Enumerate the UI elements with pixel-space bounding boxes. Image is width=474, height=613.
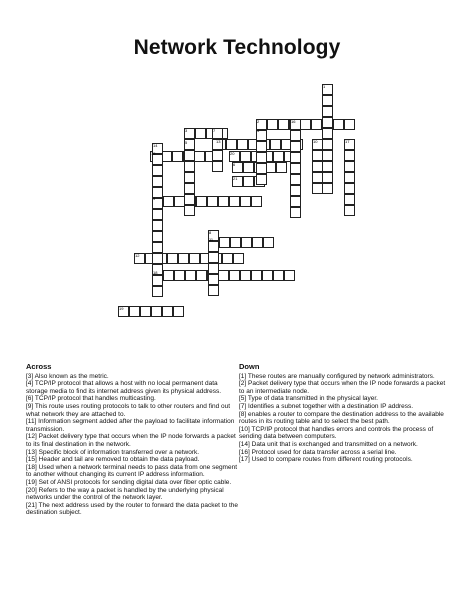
clue-text: Type of data transmitted in the physical layer.	[246, 395, 378, 403]
grid-cell[interactable]	[344, 150, 355, 161]
grid-cell[interactable]	[184, 172, 195, 183]
grid-cell[interactable]	[278, 119, 289, 130]
clue-text: Used when a network terminal needs to pass data from one segment to another without changing its current IP address information.	[26, 463, 238, 479]
grid-cell[interactable]	[196, 196, 207, 207]
grid-cell[interactable]	[152, 220, 163, 231]
grid-cell[interactable]	[256, 163, 267, 174]
grid-number: 2	[257, 119, 260, 124]
grid-cell[interactable]	[276, 162, 287, 173]
grid-cell[interactable]	[167, 253, 178, 264]
across-clue	[26, 487, 241, 502]
grid-cell[interactable]	[290, 130, 301, 141]
grid-cell[interactable]	[212, 150, 223, 161]
grid-cell[interactable]	[312, 183, 323, 194]
down-clue	[239, 373, 451, 381]
grid-cell[interactable]	[333, 119, 344, 130]
across-clue	[26, 479, 241, 487]
grid-cell[interactable]	[284, 270, 295, 281]
clue-text: Header and tail are removed to obtain the data payload.	[36, 456, 200, 464]
grid-cell[interactable]	[344, 172, 355, 183]
across-clue	[26, 395, 241, 403]
across-clue	[26, 502, 241, 517]
grid-cell[interactable]	[162, 306, 173, 317]
grid-cell[interactable]	[229, 270, 240, 281]
grid-number: 10	[313, 139, 318, 144]
down-clue	[239, 403, 451, 411]
grid-number: 4	[257, 128, 260, 133]
grid-cell[interactable]	[172, 151, 183, 162]
grid-cell[interactable]	[208, 274, 219, 285]
grid-cell[interactable]	[256, 152, 267, 163]
clue-text: Information segment added after the payload to facilitate information transmission.	[26, 418, 235, 433]
grid-cell[interactable]	[208, 252, 219, 263]
grid-cell[interactable]	[240, 151, 251, 162]
grid-cell[interactable]	[270, 139, 281, 150]
grid-cell[interactable]	[252, 237, 263, 248]
grid-cell[interactable]	[233, 253, 244, 264]
clue-text: Set of ANSI protocols for sending digital data over fiber optic cable.	[36, 478, 232, 486]
grid-cell[interactable]	[163, 270, 174, 281]
grid-cell[interactable]	[322, 117, 333, 128]
grid-cell[interactable]	[184, 161, 195, 172]
clue-text: Used to compare routes from different routing protocols.	[249, 456, 413, 464]
clue-number: [20]	[26, 486, 37, 494]
grid-cell[interactable]	[207, 196, 218, 207]
across-clue	[26, 380, 241, 395]
clue-text: TCP/IP protocol that allows a host with no local permanent data storage media to find its internet address given its physical address.	[26, 380, 222, 395]
grid-cell[interactable]	[208, 263, 219, 274]
down-clue	[239, 380, 451, 395]
grid-cell[interactable]	[263, 237, 274, 248]
clue-number: [12]	[26, 433, 37, 441]
grid-cell[interactable]	[240, 196, 251, 207]
grid-cell[interactable]	[290, 141, 301, 152]
across-clue	[26, 418, 241, 433]
grid-cell[interactable]	[163, 196, 174, 207]
grid-cell[interactable]	[312, 150, 323, 161]
grid-cell[interactable]	[322, 95, 333, 106]
clue-number: [21]	[26, 501, 37, 509]
grid-cell[interactable]	[152, 209, 163, 220]
clue-text: enables a router to compare the destination address to the available routes in its routing table and to select the best path.	[239, 410, 444, 426]
grid-cell[interactable]	[194, 151, 205, 162]
across-heading: Across	[26, 362, 52, 371]
clue-number: [16]	[239, 448, 250, 456]
grid-number: 13	[216, 139, 221, 144]
grid-cell[interactable]	[243, 176, 254, 187]
grid-number: 3	[185, 128, 188, 133]
clue-text: Refers to the way a packet is handled by the underlying physical networks under the control of the network layer.	[26, 486, 224, 502]
grid-cell[interactable]	[129, 306, 140, 317]
grid-cell[interactable]	[290, 163, 301, 174]
clue-text: These routes are manually configured by network administrators.	[246, 372, 435, 380]
grid-number: 21	[233, 176, 238, 181]
grid-number: 16	[291, 119, 296, 124]
clue-text: Packet delivery type that occurs when the IP node forwards a packet to its final destination in the network.	[26, 433, 236, 448]
grid-cell[interactable]	[140, 306, 151, 317]
across-clue	[26, 433, 241, 448]
grid-cell[interactable]	[151, 306, 162, 317]
grid-cell[interactable]	[290, 174, 301, 185]
grid-cell[interactable]	[273, 270, 284, 281]
grid-cell[interactable]	[173, 306, 184, 317]
grid-cell[interactable]	[174, 270, 185, 281]
grid-cell[interactable]	[226, 139, 237, 150]
grid-cell[interactable]	[152, 286, 163, 297]
clue-text: Protocol used for data transfer across a serial line.	[249, 448, 397, 456]
across-clue	[26, 403, 241, 418]
grid-number: 19	[119, 306, 124, 311]
clue-number: [7]	[239, 402, 247, 410]
grid-cell[interactable]	[243, 162, 254, 173]
grid-cell[interactable]	[237, 139, 248, 150]
clue-text: Data unit that is exchanged and transmitted on a network.	[249, 440, 418, 448]
grid-number: 1	[323, 84, 326, 89]
clue-text: Also known as the metric.	[33, 372, 109, 380]
grid-cell[interactable]	[195, 128, 206, 139]
grid-cell[interactable]	[184, 194, 195, 205]
grid-cell[interactable]	[152, 165, 163, 176]
grid-cell[interactable]	[312, 161, 323, 172]
down-heading: Down	[239, 362, 260, 371]
across-clue	[26, 373, 241, 381]
clue-number: [13]	[26, 448, 37, 456]
grid-cell[interactable]	[262, 270, 273, 281]
clue-number: [4]	[26, 380, 34, 388]
grid-cell[interactable]	[178, 253, 189, 264]
down-clue	[239, 426, 451, 441]
grid-cell[interactable]	[344, 205, 355, 216]
grid-cell[interactable]	[152, 275, 163, 286]
clue-number: [6]	[26, 395, 34, 403]
clue-number: [19]	[26, 478, 37, 486]
down-clue	[239, 449, 451, 457]
grid-cell[interactable]	[311, 119, 322, 130]
down-clues	[239, 363, 451, 464]
grid-cell[interactable]	[152, 176, 163, 187]
grid-cell[interactable]	[322, 128, 333, 139]
down-clue	[239, 411, 451, 426]
grid-cell[interactable]	[290, 207, 301, 218]
grid-cell[interactable]	[189, 253, 200, 264]
grid-cell[interactable]	[218, 270, 229, 281]
grid-cell[interactable]	[267, 119, 278, 130]
grid-cell[interactable]	[322, 106, 333, 117]
grid-cell[interactable]	[344, 183, 355, 194]
clue-number: [18]	[26, 463, 37, 471]
grid-cell[interactable]	[185, 270, 196, 281]
clue-number: [2]	[239, 380, 247, 388]
grid-cell[interactable]	[229, 196, 240, 207]
grid-cell[interactable]	[256, 141, 267, 152]
down-clue	[239, 441, 451, 449]
across-clue	[26, 449, 241, 457]
puzzle-title: Network Technology	[133, 36, 341, 59]
down-clue	[239, 395, 451, 403]
clue-text: Identifies a subnet together with a destination IP address.	[246, 402, 414, 410]
grid-cell[interactable]	[322, 150, 333, 161]
grid-number: 14	[153, 143, 158, 148]
grid-cell[interactable]	[184, 205, 195, 216]
grid-cell[interactable]	[322, 172, 333, 183]
clue-text: This route uses routing protocols to talk to other routers and find out what network they are attached to.	[26, 402, 231, 418]
clue-text: The next address used by the router to forward the data packet to the destination subject.	[26, 501, 238, 517]
grid-cell[interactable]	[312, 172, 323, 183]
grid-number: 18	[153, 270, 158, 275]
grid-cell[interactable]	[184, 183, 195, 194]
grid-cell[interactable]	[208, 241, 219, 252]
grid-cell[interactable]	[322, 161, 333, 172]
grid-cell[interactable]	[344, 119, 355, 130]
grid-number: 8	[209, 230, 212, 235]
grid-cell[interactable]	[290, 152, 301, 163]
grid-cell[interactable]	[152, 242, 163, 253]
grid-cell[interactable]	[230, 237, 241, 248]
clue-number: [15]	[26, 456, 37, 464]
clue-number: [1]	[239, 372, 247, 380]
across-clue	[26, 464, 241, 479]
grid-cell[interactable]	[218, 196, 229, 207]
down-clue	[239, 456, 451, 464]
grid-number: 17	[345, 139, 350, 144]
clue-text: TCP/IP protocol that handles multicasting.	[33, 395, 156, 403]
grid-cell[interactable]	[251, 270, 262, 281]
clue-number: [14]	[239, 440, 250, 448]
clue-number: [10]	[239, 425, 250, 433]
grid-cell[interactable]	[212, 161, 223, 172]
grid-number: 6	[233, 162, 236, 167]
grid-cell[interactable]	[152, 231, 163, 242]
clue-text: TCP/IP protocol that handles errors and controls the process of sending data between computers.	[239, 425, 434, 441]
clue-text: Specific block of information transferred over a network.	[36, 448, 200, 456]
grid-cell[interactable]	[290, 196, 301, 207]
grid-number: 9	[153, 196, 156, 201]
grid-cell[interactable]	[196, 270, 207, 281]
grid-cell[interactable]	[241, 237, 252, 248]
grid-cell[interactable]	[290, 185, 301, 196]
clue-number: [8]	[239, 410, 247, 418]
across-clues	[26, 363, 241, 517]
grid-cell[interactable]	[322, 183, 333, 194]
grid-number: 12	[135, 253, 140, 258]
clue-number: [5]	[239, 395, 247, 403]
grid-number: 11	[209, 237, 214, 242]
clue-number: [9]	[26, 402, 34, 410]
clue-number: [3]	[26, 372, 34, 380]
grid-cell[interactable]	[208, 285, 219, 296]
clue-number: [11]	[26, 418, 37, 426]
grid-cell[interactable]	[240, 270, 251, 281]
grid-cell[interactable]	[152, 253, 163, 264]
grid-cell[interactable]	[344, 194, 355, 205]
grid-cell[interactable]	[184, 150, 195, 161]
grid-number: 20	[230, 151, 235, 156]
grid-number: 7	[213, 128, 216, 133]
grid-cell[interactable]	[322, 139, 333, 150]
grid-cell[interactable]	[344, 161, 355, 172]
grid-cell[interactable]	[256, 174, 267, 185]
grid-cell[interactable]	[251, 196, 262, 207]
grid-cell[interactable]	[222, 253, 233, 264]
grid-cell[interactable]	[273, 151, 284, 162]
grid-number: 5	[185, 140, 188, 145]
across-clue	[26, 456, 241, 464]
clue-number: [17]	[239, 456, 250, 464]
grid-number: 15	[151, 151, 156, 156]
clue-text: Packet delivery type that occurs when the IP node forwards a packet to an intermediate node.	[239, 380, 446, 395]
grid-cell[interactable]	[300, 119, 311, 130]
grid-cell[interactable]	[219, 237, 230, 248]
